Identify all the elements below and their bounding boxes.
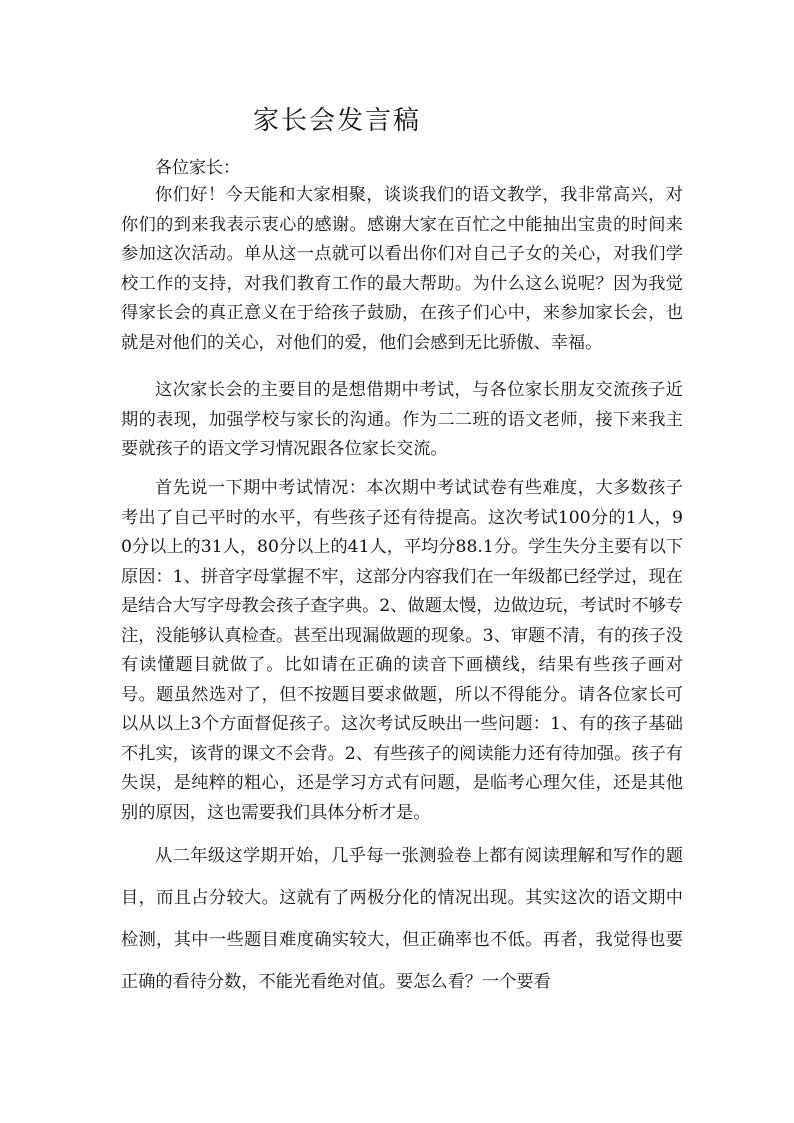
- paragraph-exam-results: 首先说一下期中考试情况：本次期中考试试卷有些难度，大多数孩子考出了自己平时的水平，有些孩子还有待提高。这次考试100分的1人，90分以上的31人，80分以上的41人，平均分88.1分。学生失分主要有以下原因：1、拼音字母掌握不牢，这部分内容我们在一年级都已经学过，现在是结合大写字母教会孩子查字典。2、做题太慢，边做边玩，考试时不够专注，没能够认真检查。甚至出现漏做题的现象。3、审题不清，有的孩子没有读懂题目就做了。比如请在正确的读音下画横线，结果有些孩子画对号。题虽然选对了，但不按题目要求做题，所以不得能分。请各位家长可以从以上3个方面督促孩子。这次考试反映出一些问题：1、有的孩子基础不扎实，该背的课文不会背。2、有些孩子的阅读能力还有待加强。孩子有失误，是纯粹的粗心，还是学习方式有问题，是临考心理欠佳，还是其他别的原因，这也需要我们具体分析才是。: [121, 478, 683, 823]
- greeting: 各位家长：: [155, 158, 240, 178]
- document-title: 家长会发言稿: [253, 106, 422, 136]
- paragraph-purpose: 这次家长会的主要目的是想借期中考试，与各位家长朋友交流孩子近期的表现，加强学校与家长的沟通。作为二二班的语文老师，接下来我主要就孩子的语文学习情况跟各位家长交流。: [121, 380, 683, 459]
- paragraph-welcome: 你们好！今天能和大家相聚，谈谈我们的语文教学，我非常高兴，对你们的到来我表示衷心的感谢。感谢大家在百忙之中能抽出宝贵的时间来参加这次活动。单从这一点就可以看出你们对自己子女的关心，对我们学校工作的支持，对我们教育工作的最大帮助。为什么这么说呢？因为我觉得家长会的真正意义在于给孩子鼓励，在孩子们心中，来参加家长会，也就是对他们的关心，对他们的爱，他们会感到无比骄傲、幸福。: [121, 185, 683, 353]
- paragraph-reading-writing: 从二年级这学期开始，几乎每一张测验卷上都有阅读理解和写作的题目，而且占分较大。这就有了两极分化的情况出现。其实这次的语文期中检测，其中一些题目难度确实较大，但正确率也不低。再者，我觉得也要正确的看待分数，不能光看绝对值。要怎么看？一个要看: [121, 846, 683, 992]
